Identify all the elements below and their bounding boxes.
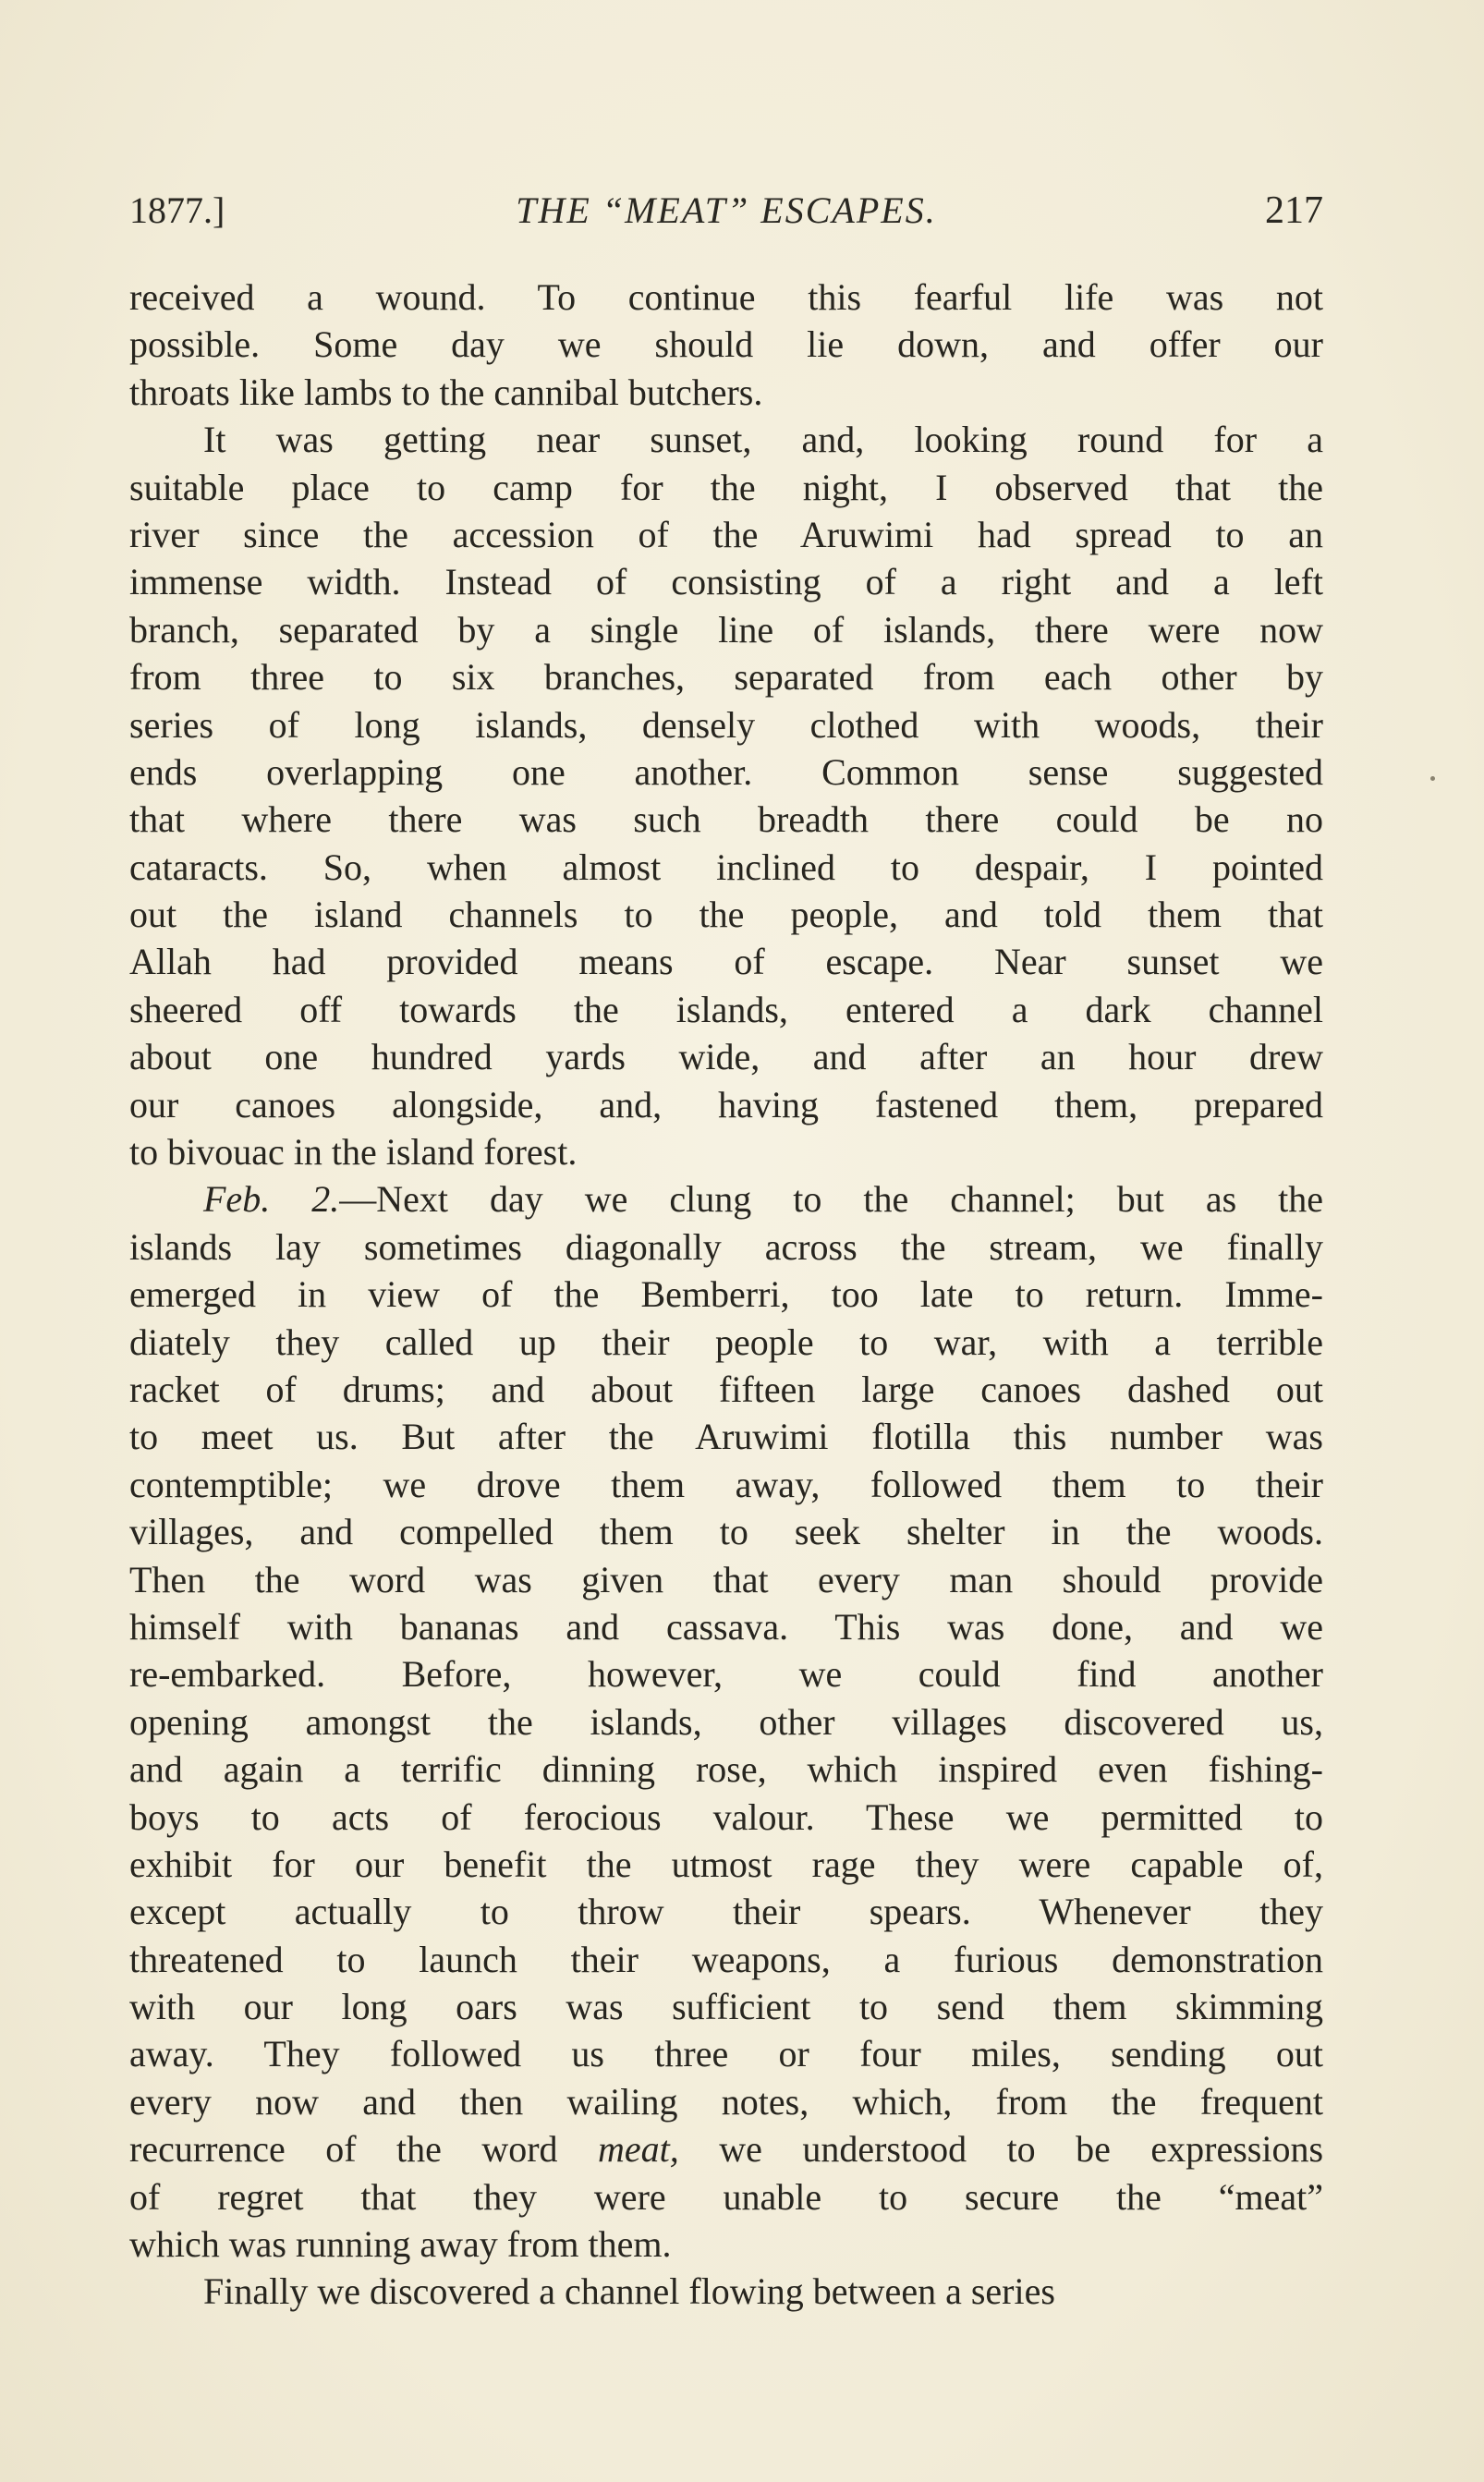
text-line: contemptible; we drove them away, followed them to their (129, 1463, 1323, 1505)
text-line: re-embarked. Before, however, we could find another (129, 1653, 1323, 1696)
text-line: every now and then wailing notes, which, from the frequent (129, 2080, 1323, 2123)
running-head (129, 185, 1323, 237)
text-line: possible. Some day we should lie down, and offer our (129, 323, 1323, 366)
text-line: and again a terrific dinning rose, which inspired even fishing- (129, 1748, 1323, 1791)
text-segment: we understood to be expressions (719, 2128, 1324, 2171)
text-line: except actually to throw their spears. Whenever they (129, 1891, 1323, 1933)
running-head-title: THE “MEAT” ESCAPES. (516, 189, 937, 231)
text-line: It was getting near sunset, and, looking round for a (203, 419, 1323, 461)
text-line: away. They followed us three or four miles, sending out (129, 2033, 1323, 2075)
text-line: racket of drums; and about fifteen large canoes dashed out (129, 1368, 1323, 1410)
text-line: received a wound. To continue this fearful life was not (129, 276, 1323, 318)
text-line: that where there was such breadth there could be no (129, 798, 1323, 841)
text-line: emerged in view of the Bemberri, too late to return. Imme- (129, 1273, 1323, 1316)
text-segment: recurrence of the word (129, 2128, 558, 2171)
text-line: diately they called up their people to war, with a terrible (129, 1320, 1323, 1363)
margin-speck (1430, 776, 1435, 781)
text-line: cataracts. So, when almost inclined to despair, I pointed (129, 846, 1323, 888)
text-line: exhibit for our benefit the utmost rage they were capable of, (129, 1843, 1323, 1885)
text-line: branch, separated by a single line of islands, there were now (129, 608, 1323, 651)
text-line: our canoes alongside, and, having fastened them, prepared (129, 1083, 1323, 1125)
text-line: about one hundred yards wide, and after an hour drew (129, 1036, 1323, 1078)
text-line: Allah had provided means of escape. Near sunset we (129, 941, 1323, 983)
text-line: ends overlapping one another. Common sense suggested (129, 750, 1323, 793)
text-line: of regret that they were unable to secure the “meat” (129, 2175, 1323, 2218)
text-line-rest: —Next day we clung to the channel; but as the (339, 1178, 1324, 1221)
text-line: from three to six branches, separated from each other by (129, 656, 1323, 699)
text-line: to bivouac in the island forest. (129, 1131, 578, 1174)
text-line: series of long islands, densely clothed with woods, their (129, 703, 1323, 746)
text-line: villages, and compelled them to seek shelter in the woods. (129, 1511, 1323, 1553)
running-head-year: 1877.] (129, 189, 225, 231)
text-line-with-italic (129, 2125, 1323, 2172)
text-line: to meet us. But after the Aruwimi flotilla this number was (129, 1416, 1323, 1458)
text-line: sheered off towards the islands, entered a dark channel (129, 988, 1323, 1030)
text-line: immense width. Instead of consisting of a right and a left (129, 561, 1323, 603)
date-label: Feb. 2. (203, 1178, 340, 1221)
text-line: Then the word was given that every man should provide (129, 1558, 1323, 1600)
text-line: opening amongst the islands, other villages discovered us, (129, 1700, 1323, 1743)
text-line: out the island channels to the people, and told them that (129, 894, 1323, 936)
text-line-dated (129, 1175, 1323, 1223)
text-line: river since the accession of the Aruwimi had spread to an (129, 513, 1323, 555)
text-line: with our long oars was sufficient to send them skimming (129, 1986, 1323, 2028)
page-number: 217 (1265, 189, 1323, 232)
text-line: threatened to launch their weapons, a furious demonstration (129, 1938, 1323, 1980)
text-line: Finally we discovered a channel flowing between a series (203, 2270, 1055, 2313)
text-line: suitable place to camp for the night, I observed that the (129, 466, 1323, 508)
italic-word: meat, (598, 2128, 679, 2171)
text-line: himself with bananas and cassava. This was done, and we (129, 1605, 1323, 1648)
body-text (129, 274, 1323, 2316)
text-line: islands lay sometimes diagonally across the stream, we finally (129, 1225, 1323, 1268)
text-line: boys to acts of ferocious valour. These we permitted to (129, 1795, 1323, 1838)
text-line: throats like lambs to the cannibal butchers. (129, 371, 763, 413)
text-line: which was running away from them. (129, 2223, 672, 2266)
